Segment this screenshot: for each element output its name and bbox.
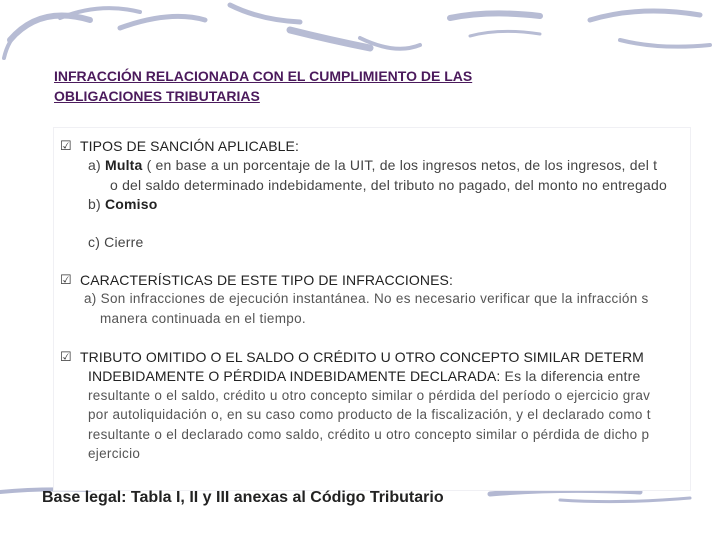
- checkbox-check-icon: ☑: [60, 349, 72, 364]
- tributo-omitido-line-4: por autoliquidación o, en su caso como producto de la fiscalización, y el declarado como t: [88, 407, 651, 422]
- item-b-comiso: [88, 194, 158, 214]
- tributo-omitido-line-3: resultante o el saldo, crédito u otro concepto similar o pérdida del período o ejercicio grav: [88, 388, 651, 403]
- caracteristicas-line-2: manera continuada en el tiempo.: [100, 311, 306, 326]
- caracteristicas-line-1: a) Son infracciones de ejecución instantánea. No es necesario verificar que la infracción s: [84, 291, 649, 306]
- item-a-prefix: a): [88, 157, 105, 173]
- content-panel: [54, 128, 690, 490]
- section-heading-caracteristicas: CARACTERÍSTICAS DE ESTE TIPO DE INFRACCIONES:: [80, 272, 453, 288]
- tributo-omitido-bold: INDEBIDAMENTE O PÉRDIDA INDEBIDAMENTE DECLARADA:: [88, 368, 501, 384]
- page-title: [54, 66, 654, 106]
- item-b-bold: Comiso: [104, 196, 158, 212]
- tributo-omitido-rest: Es la diferencia entre: [500, 368, 641, 384]
- title-line-2: OBLIGACIONES TRIBUTARIAS: [54, 88, 260, 104]
- tributo-omitido-line-5: resultante o el declarado como saldo, crédito u otro concepto similar o pérdida de dicho p: [88, 427, 650, 442]
- legal-base-footer: Base legal: Tabla I, II y III anexas al Código Tributario: [42, 489, 444, 506]
- checkbox-check-icon: ☑: [60, 138, 72, 153]
- item-c-prefix: c): [88, 234, 105, 250]
- tributo-omitido-line-6: ejercicio: [88, 446, 141, 461]
- item-a-bold: Multa: [104, 157, 143, 173]
- item-c-bold: Cierre: [104, 234, 144, 250]
- checkbox-check-icon: ☑: [60, 272, 72, 287]
- item-b-prefix: b): [88, 196, 105, 212]
- item-a-line-2: o del saldo determinado indebidamente, del tributo no pagado, del monto no entregado: [110, 177, 667, 193]
- item-a-text: ( en base a un porcentaje de la UIT, de los ingresos netos, de los ingresos, del t: [142, 157, 658, 173]
- section-heading-tributo-omitido: TRIBUTO OMITIDO O EL SALDO O CRÉDITO U OTRO CONCEPTO SIMILAR DETERM: [80, 349, 644, 365]
- section-heading-sanciones: TIPOS DE SANCIÓN APLICABLE:: [80, 138, 299, 154]
- item-a-multa: [88, 155, 657, 175]
- item-c-cierre: [88, 232, 143, 252]
- tributo-omitido-line-2: [88, 366, 640, 386]
- title-line-1: INFRACCIÓN RELACIONADA CON EL CUMPLIMIENTO DE LAS: [54, 68, 473, 84]
